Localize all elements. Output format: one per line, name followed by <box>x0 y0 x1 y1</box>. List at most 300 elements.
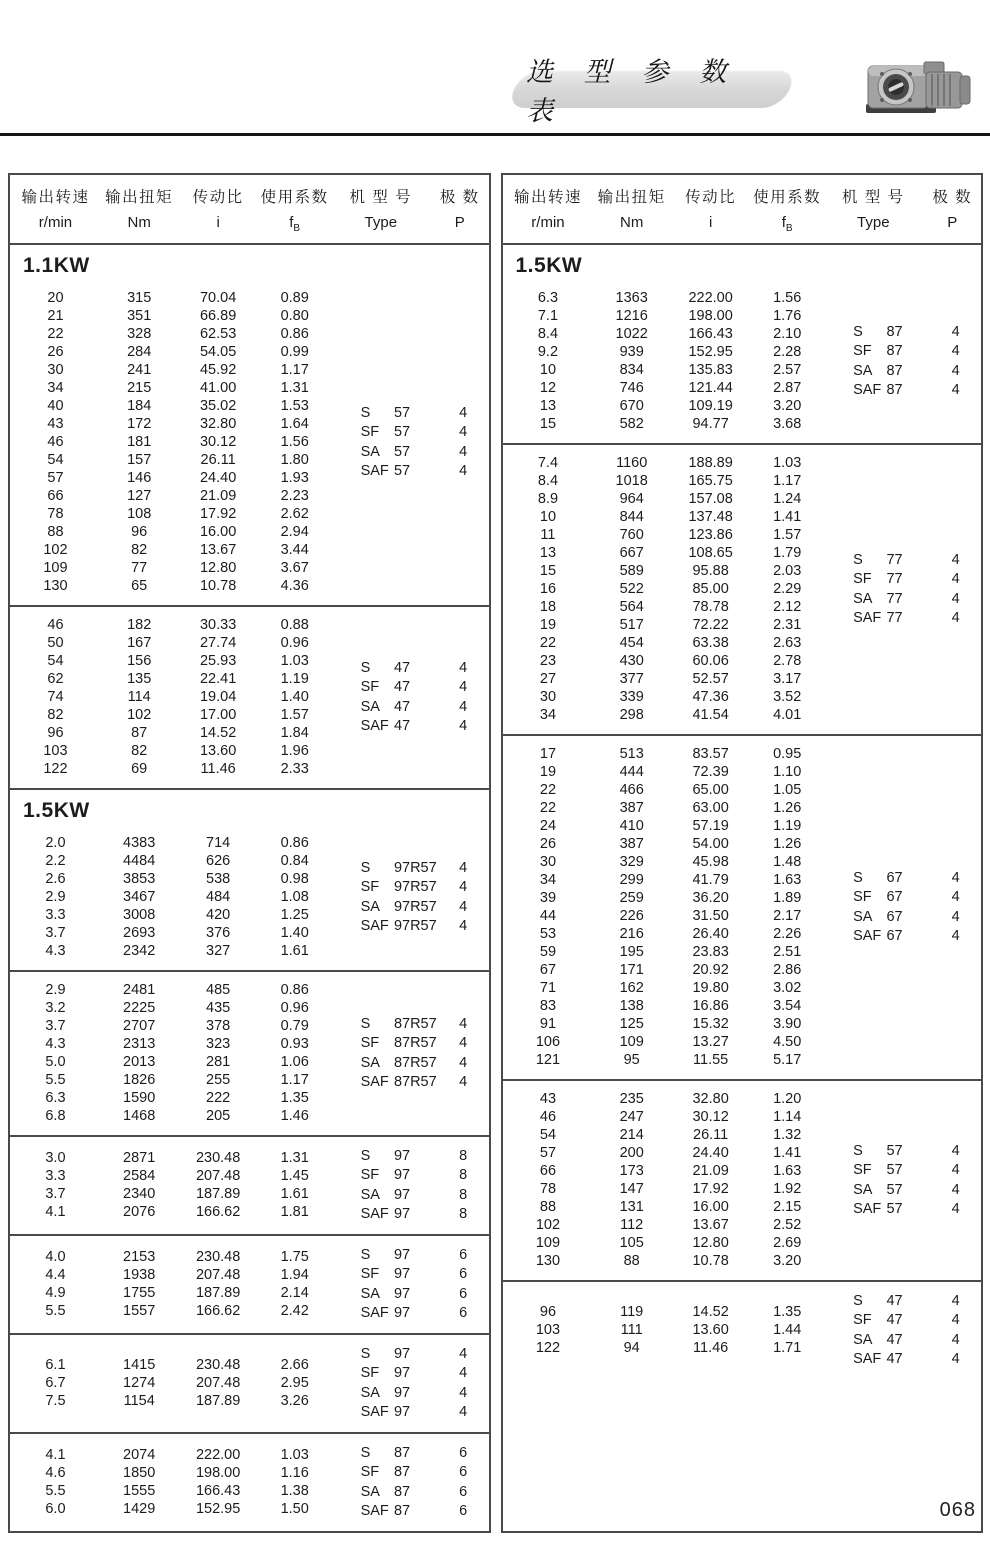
type-column <box>823 1292 981 1370</box>
cell-speed: 4.0 <box>45 1249 66 1265</box>
cell-service-factor: 1.79 <box>773 545 802 561</box>
pole-count: 8 <box>459 1167 468 1183</box>
type-row <box>823 342 981 362</box>
cell-service-factor: 2.69 <box>773 1235 802 1251</box>
cell-ratio: 166.62 <box>195 1204 241 1220</box>
cell-ratio: 222.00 <box>688 290 733 306</box>
cell-service-factor: 1.35 <box>773 1304 802 1320</box>
type-series: SA <box>360 443 380 460</box>
cell-ratio: 187.89 <box>195 1186 241 1202</box>
cell-speed: 13 <box>539 545 557 561</box>
type-label <box>331 1166 438 1186</box>
pole-count: 4 <box>951 590 960 607</box>
type-model: 97 <box>393 1345 411 1362</box>
table-row <box>503 1252 982 1270</box>
cell-torque: 2153 <box>123 1249 156 1265</box>
type-row <box>823 908 981 928</box>
cell-torque: 522 <box>619 581 644 597</box>
cell-ratio: 281 <box>206 1054 231 1070</box>
table-row <box>503 997 982 1015</box>
type-model: 57 <box>393 404 411 421</box>
page-number: 068 <box>939 1499 976 1521</box>
cell-ratio: 41.54 <box>692 707 729 723</box>
cell-ratio: 166.62 <box>195 1303 241 1319</box>
cell-service-factor: 1.57 <box>773 527 802 543</box>
type-series: SF <box>853 571 872 587</box>
pole-count: 4 <box>951 1351 960 1367</box>
cell-torque: 82 <box>131 542 148 558</box>
cell-torque: 351 <box>127 308 152 324</box>
cell-ratio: 165.75 <box>688 473 733 489</box>
type-series: S <box>853 1142 863 1159</box>
cell-ratio: 376 <box>206 925 231 941</box>
cell-speed: 30 <box>539 854 557 870</box>
type-series: SAF <box>360 463 389 479</box>
cell-service-factor: 1.03 <box>773 455 802 471</box>
type-series: SF <box>853 1312 872 1328</box>
cell-speed: 8.4 <box>537 326 559 342</box>
cell-speed: 9.2 <box>537 344 559 360</box>
cell-service-factor: 0.93 <box>280 1036 309 1052</box>
table-row <box>10 760 489 778</box>
cell-ratio: 27.74 <box>199 635 237 651</box>
cell-service-factor: 2.51 <box>773 944 802 960</box>
column-header-cell <box>431 185 488 234</box>
cell-torque: 3467 <box>123 889 156 905</box>
table-row <box>503 1090 982 1108</box>
cell-torque: 200 <box>619 1145 644 1161</box>
column-header-unit: P <box>454 214 465 231</box>
type-model: 67 <box>886 869 903 886</box>
cell-speed: 3.7 <box>45 925 66 941</box>
cell-torque: 88 <box>623 1253 640 1269</box>
type-row <box>331 1166 489 1186</box>
type-row <box>331 1364 489 1384</box>
cell-torque: 65 <box>131 578 148 594</box>
cell-torque: 430 <box>619 653 644 669</box>
cell-torque: 235 <box>619 1091 644 1107</box>
table-row <box>10 523 489 541</box>
cell-service-factor: 2.42 <box>280 1303 309 1319</box>
cell-service-factor: 2.94 <box>280 524 309 540</box>
cell-speed: 2.9 <box>45 889 66 905</box>
cell-service-factor: 1.80 <box>280 452 309 468</box>
cell-speed: 40 <box>47 398 64 414</box>
type-series: S <box>360 859 371 876</box>
data-block <box>503 443 982 734</box>
type-series: SAF <box>360 918 389 934</box>
type-model: 97 <box>393 1266 411 1282</box>
cell-ratio: 45.92 <box>199 362 237 378</box>
pole-count: 4 <box>459 1384 468 1401</box>
type-series: SA <box>360 898 380 915</box>
column-header-cell <box>823 185 923 234</box>
cell-speed: 2.6 <box>45 871 66 887</box>
cell-service-factor: 1.56 <box>280 434 309 450</box>
type-series: SF <box>360 1167 380 1183</box>
type-model: 47 <box>886 1312 903 1328</box>
cell-torque: 167 <box>127 635 152 651</box>
cell-speed: 109 <box>535 1235 561 1251</box>
cell-ratio: 23.83 <box>692 944 729 960</box>
cell-speed: 122 <box>535 1340 561 1356</box>
column-header-unit: $f_B$ <box>289 214 301 234</box>
cell-ratio: 13.27 <box>692 1034 729 1050</box>
type-row <box>331 1483 489 1503</box>
cell-speed: 66 <box>539 1163 557 1179</box>
pole-count: 4 <box>459 659 468 676</box>
data-block <box>10 825 489 970</box>
pole-count: 4 <box>951 908 960 925</box>
cell-speed: 11 <box>540 527 556 543</box>
cell-torque: 1018 <box>615 473 648 489</box>
power-section-title: 1.1KW <box>23 254 90 277</box>
cell-torque: 138 <box>619 998 644 1014</box>
table-row <box>503 745 982 763</box>
cell-ratio: 17.92 <box>692 1181 729 1197</box>
cell-ratio: 230.48 <box>195 1249 241 1265</box>
cell-service-factor: 0.88 <box>280 617 309 633</box>
cell-ratio: 54.05 <box>199 344 237 360</box>
table-row <box>10 577 489 595</box>
type-model: 77 <box>886 571 903 587</box>
cell-torque: 112 <box>620 1217 644 1233</box>
cell-ratio: 230.48 <box>195 1357 241 1373</box>
type-label <box>331 1502 438 1522</box>
type-series: SAF <box>853 610 882 626</box>
cell-service-factor: 0.89 <box>280 290 309 306</box>
type-series: S <box>853 323 863 340</box>
cell-torque: 157 <box>127 452 152 468</box>
pole-count: 4 <box>951 1201 960 1217</box>
cell-ratio: 13.60 <box>199 743 237 759</box>
cell-speed: 4.6 <box>45 1465 66 1481</box>
type-label <box>331 462 438 482</box>
cell-speed: 6.0 <box>45 1501 66 1517</box>
type-row <box>331 1304 489 1324</box>
cell-ratio: 19.04 <box>199 689 237 705</box>
cell-service-factor: 2.66 <box>280 1357 309 1373</box>
cell-service-factor: 3.44 <box>280 542 309 558</box>
type-label <box>823 362 930 382</box>
type-row <box>331 659 489 679</box>
pole-count: 4 <box>951 1142 960 1159</box>
cell-service-factor: 1.57 <box>280 707 309 723</box>
table-row <box>10 289 489 307</box>
table-row <box>10 834 489 852</box>
cell-speed: 5.0 <box>45 1054 66 1070</box>
type-column <box>823 323 981 401</box>
type-series: SA <box>360 1186 380 1203</box>
cell-speed: 4.1 <box>45 1204 66 1220</box>
cell-service-factor: 3.90 <box>773 1016 802 1032</box>
type-row <box>331 698 489 718</box>
type-label <box>331 678 438 698</box>
type-model: 77 <box>886 551 903 568</box>
table-row <box>503 508 982 526</box>
cell-service-factor: 1.26 <box>773 836 802 852</box>
cell-speed: 59 <box>539 944 557 960</box>
data-block <box>503 1079 982 1280</box>
cell-service-factor: 2.87 <box>773 380 802 396</box>
cell-service-factor: 1.10 <box>773 764 802 780</box>
cell-speed: 12 <box>539 380 557 396</box>
pole-count: 4 <box>951 343 960 359</box>
cell-service-factor: 3.54 <box>773 998 802 1014</box>
cell-torque: 410 <box>619 818 644 834</box>
cell-service-factor: 2.33 <box>280 761 309 777</box>
type-model: 77 <box>886 610 903 626</box>
pole-count: 4 <box>459 679 468 695</box>
type-row <box>331 878 489 898</box>
cell-service-factor: 1.89 <box>773 890 802 906</box>
type-column <box>331 1345 489 1423</box>
data-block <box>10 1234 489 1333</box>
cell-torque: 4484 <box>123 853 156 869</box>
cell-speed: 17 <box>539 746 557 762</box>
type-model: 97 <box>393 1285 411 1302</box>
type-label <box>331 1345 438 1365</box>
cell-ratio: 52.57 <box>692 671 729 687</box>
cell-speed: 21 <box>47 308 64 324</box>
cell-torque: 2313 <box>123 1036 156 1052</box>
cell-speed: 130 <box>43 578 68 594</box>
data-block <box>10 970 489 1135</box>
type-label <box>331 917 438 937</box>
cell-service-factor: 2.17 <box>773 908 802 924</box>
cell-ratio: 13.60 <box>692 1322 729 1338</box>
cell-torque: 299 <box>619 872 644 888</box>
cell-speed: 18 <box>539 599 557 615</box>
cell-speed: 103 <box>535 1322 561 1338</box>
cell-torque: 216 <box>619 926 644 942</box>
cell-speed: 4.3 <box>45 1036 66 1052</box>
cell-service-factor: 1.61 <box>280 943 309 959</box>
cell-torque: 667 <box>619 545 644 561</box>
type-label <box>331 898 438 918</box>
table-row <box>10 616 489 634</box>
cell-speed: 19 <box>539 617 557 633</box>
pole-count: 4 <box>951 323 960 340</box>
cell-service-factor: 1.05 <box>773 782 802 798</box>
cell-ratio: 10.78 <box>199 578 237 594</box>
type-model: 67 <box>886 889 903 905</box>
table-row <box>503 652 982 670</box>
type-series: SAF <box>360 1074 389 1090</box>
cell-service-factor: 3.20 <box>773 1253 802 1269</box>
cell-torque: 444 <box>619 764 644 780</box>
type-model: 57 <box>393 443 411 460</box>
pole-count: 6 <box>459 1444 468 1461</box>
column-header-cell <box>101 185 178 234</box>
type-column <box>331 859 489 937</box>
cell-service-factor: 2.10 <box>773 326 802 342</box>
cell-service-factor: 0.80 <box>280 308 309 324</box>
column-header-cn: 极 数 <box>932 189 973 206</box>
cell-torque: 2013 <box>123 1054 156 1070</box>
type-row <box>823 1350 981 1370</box>
table-row <box>503 526 982 544</box>
type-model: 57 <box>886 1181 903 1198</box>
cell-torque: 173 <box>619 1163 644 1179</box>
type-series: SF <box>360 1035 380 1051</box>
cell-speed: 34 <box>539 872 557 888</box>
cell-ratio: 187.89 <box>195 1285 241 1301</box>
cell-speed: 2.9 <box>45 982 66 998</box>
cell-service-factor: 1.64 <box>280 416 309 432</box>
cell-torque: 2707 <box>123 1018 156 1034</box>
table-row <box>503 781 982 799</box>
cell-torque: 315 <box>127 290 152 306</box>
cell-speed: 106 <box>535 1034 561 1050</box>
cell-service-factor: 1.75 <box>280 1249 309 1265</box>
power-section <box>503 245 982 1379</box>
cell-speed: 7.5 <box>45 1393 66 1409</box>
type-label <box>823 323 930 343</box>
page-title: 选 型 参 数 表 <box>526 57 739 126</box>
type-series: S <box>853 869 863 886</box>
type-label <box>331 1186 438 1206</box>
type-series: SF <box>360 679 380 695</box>
cell-ratio: 198.00 <box>195 1465 241 1481</box>
cell-ratio: 70.04 <box>199 290 237 306</box>
cell-torque: 114 <box>127 689 151 705</box>
type-column <box>331 1246 489 1324</box>
cell-ratio: 123.86 <box>688 527 733 543</box>
cell-ratio: 26.11 <box>693 1127 729 1143</box>
data-block <box>10 1333 489 1432</box>
type-row <box>823 323 981 343</box>
type-column <box>823 1142 981 1220</box>
cell-ratio: 135.83 <box>688 362 733 378</box>
pole-count: 6 <box>459 1464 468 1480</box>
cell-ratio: 207.48 <box>195 1267 241 1283</box>
type-model: 97 <box>393 1147 411 1164</box>
data-block <box>10 605 489 788</box>
cell-torque: 2076 <box>123 1204 156 1220</box>
cell-ratio: 327 <box>206 943 231 959</box>
column-header-cn: 传动比 <box>685 189 737 206</box>
cell-torque: 215 <box>127 380 152 396</box>
cell-service-factor: 2.52 <box>773 1217 802 1233</box>
cell-service-factor: 2.03 <box>773 563 802 579</box>
cell-ratio: 538 <box>206 871 231 887</box>
cell-ratio: 484 <box>206 889 231 905</box>
table-row <box>503 1108 982 1126</box>
type-model: 97R57 <box>393 859 437 876</box>
type-series: SF <box>360 1464 380 1480</box>
cell-service-factor: 0.84 <box>280 853 309 869</box>
cell-torque: 2871 <box>123 1150 156 1166</box>
pole-count: 6 <box>459 1246 468 1263</box>
table-row <box>10 942 489 960</box>
cell-torque: 77 <box>131 560 148 576</box>
cell-speed: 2.2 <box>45 853 66 869</box>
cell-ratio: 30.12 <box>199 434 237 450</box>
cell-torque: 589 <box>619 563 644 579</box>
cell-ratio: 95.88 <box>692 563 729 579</box>
cell-torque: 1160 <box>616 455 648 471</box>
cell-service-factor: 0.96 <box>280 1000 309 1016</box>
cell-torque: 96 <box>131 524 148 540</box>
cell-torque: 3008 <box>123 907 156 923</box>
cell-torque: 1826 <box>123 1072 156 1088</box>
cell-speed: 91 <box>539 1016 557 1032</box>
pole-count: 4 <box>459 1404 468 1420</box>
type-column <box>331 1015 489 1093</box>
pole-count: 4 <box>459 879 468 895</box>
type-series: SAF <box>360 1206 389 1222</box>
column-header-unit: Nm <box>127 214 151 231</box>
cell-ratio: 10.78 <box>692 1253 729 1269</box>
cell-ratio: 26.40 <box>692 926 729 942</box>
table-row <box>503 472 982 490</box>
cell-service-factor: 3.02 <box>773 980 802 996</box>
type-model: 97R57 <box>393 879 437 895</box>
cell-ratio: 152.95 <box>195 1501 241 1517</box>
type-row <box>331 404 489 424</box>
cell-speed: 74 <box>47 689 64 705</box>
type-column <box>331 659 489 737</box>
cell-speed: 22 <box>539 782 557 798</box>
table-row <box>503 1015 982 1033</box>
column-header-cell <box>670 185 751 234</box>
cell-service-factor: 0.79 <box>280 1018 309 1034</box>
type-model: 87R57 <box>393 1054 437 1071</box>
table-row <box>10 487 489 505</box>
type-label <box>331 698 438 718</box>
cell-torque: 95 <box>623 1052 640 1068</box>
cell-ratio: 378 <box>206 1018 231 1034</box>
cell-torque: 844 <box>619 509 644 525</box>
cell-ratio: 420 <box>206 907 231 923</box>
type-row <box>331 1403 489 1423</box>
table-row <box>10 379 489 397</box>
cell-speed: 6.3 <box>45 1090 66 1106</box>
column-header-cn: 输出转速 <box>513 189 582 206</box>
cell-service-factor: 1.17 <box>773 473 802 489</box>
type-row <box>823 551 981 571</box>
cell-torque: 247 <box>619 1109 644 1125</box>
cell-service-factor: 1.03 <box>280 653 309 669</box>
column-header-cn: 使用系数 <box>260 189 329 206</box>
cell-ratio: 72.39 <box>692 764 729 780</box>
type-label <box>823 888 930 908</box>
table-row <box>10 742 489 760</box>
cell-ratio: 230.48 <box>195 1150 241 1166</box>
cell-speed: 3.7 <box>45 1186 66 1202</box>
cell-speed: 10 <box>539 509 557 525</box>
cell-speed: 44 <box>539 908 557 924</box>
type-model: 87 <box>393 1503 411 1519</box>
cell-ratio: 152.95 <box>688 344 733 360</box>
page-title-pill <box>506 57 799 126</box>
type-label <box>331 878 438 898</box>
cell-service-factor: 2.31 <box>773 617 802 633</box>
cell-speed: 46 <box>47 617 64 633</box>
cell-service-factor: 1.71 <box>773 1340 802 1356</box>
cell-torque: 3853 <box>123 871 156 887</box>
cell-torque: 2340 <box>123 1186 156 1202</box>
type-row <box>331 1285 489 1305</box>
column-header-cn: 输出扭矩 <box>105 189 174 206</box>
cell-speed: 96 <box>539 1304 557 1320</box>
pole-count: 6 <box>459 1483 468 1500</box>
type-row <box>823 1331 981 1351</box>
type-label <box>823 1311 930 1331</box>
cell-service-factor: 1.40 <box>280 925 309 941</box>
cell-speed: 3.0 <box>45 1150 66 1166</box>
